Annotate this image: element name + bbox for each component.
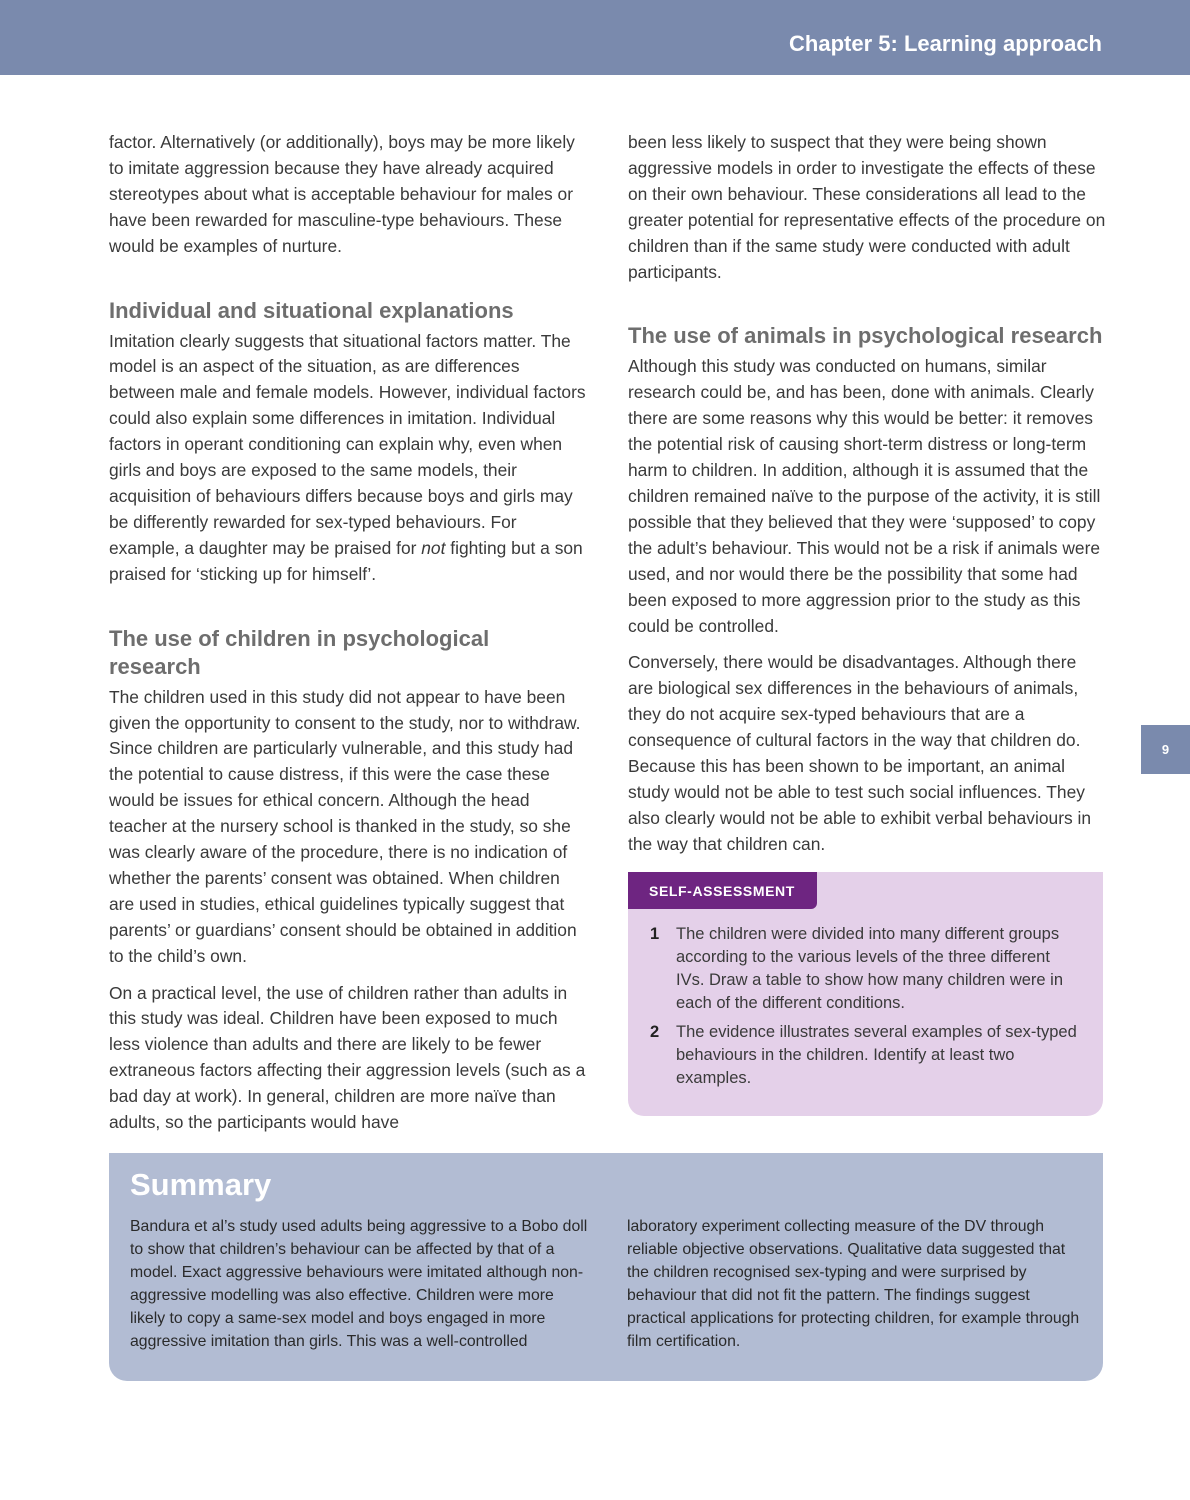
chapter-title: Chapter 5: Learning approach [789,31,1102,56]
self-assessment-item [650,923,1081,1015]
left-intro-paragraph: factor. Alternatively (or additionally), boys may be more likely to imitate aggression because they have already acquired stereotypes about what is acceptable behaviour for males or have been rewarded for masculine-type behaviours. These would be examples of nurture. [109,132,575,256]
heading-animals-research: The use of animals in psychological research [628,323,1103,349]
emphasis-not: not [421,537,446,558]
summary-title: Summary [130,1167,272,1202]
item-text: The evidence illustrates several examples of sex-typed behaviours in the children. Identify at least two examples. [676,1022,1077,1087]
self-assessment-item [650,1021,1081,1090]
heading-individual-situational: Individual and situational explanations [109,297,514,323]
right-intro-paragraph: been less likely to suspect that they were being shown aggressive models in order to investigate the effects of these on their own behaviour. These considerations all lead to the greater potential for representative effects of the procedure on children than if the same study were conducted with adult participants. [628,132,1106,282]
self-assessment-label: SELF-ASSESSMENT [628,872,817,909]
heading-children-research: The use of children in psychological research [109,625,490,679]
self-assessment-box [628,872,1103,1116]
right-column [628,130,1106,1116]
page-number-tab: 9 [1141,725,1190,774]
item-number: 2 [650,1022,660,1041]
individual-situational-paragraph: Imitation clearly suggests that situational factors matter. The model is an aspect of the situation, as are differences between male and female models. However, individual factors could also explain some differences in imitation. Individual factors in operant conditioning can explain why, even when girls and boys are exposed to the same models, their acquisition of behaviours differs because boys and girls may be differently rewarded for sex-typed behaviours. For example, a daughter may be praised for not fighting but a son praised for ‘sticking up for himself’. [109,330,586,584]
left-column [109,130,587,1147]
item-number: 1 [650,924,660,943]
children-research-paragraph-1: The children used in this study did not appear to have been given the opportunity to consent to the study, nor to withdraw. Since children are particularly vulnerable, and this study had the potential to cause distress, if this were the case these would be issues for ethical concern. Although the head teacher at the nursery school is thanked in the study, so she was clearly aware of the procedure, there is no indication of whether the parents’ consent was obtained. When children are used in studies, ethical guidelines typically suggest that parents’ or guardians’ consent should be obtained in addition to the child’s own. [109,686,581,966]
summary-left-text: Bandura et al’s study used adults being aggressive to a Bobo doll to show that children’s behaviour can be affected by that of a model. Exact aggressive behaviours were imitated although non-aggressive modelling was also effective. Children were more likely to copy a same-sex model and boys engaged in more aggressive imitation than girls. This was a well-controlled [130,1218,588,1350]
self-assessment-list [628,909,1103,1090]
summary-box [109,1153,1103,1381]
children-research-paragraph-2: On a practical level, the use of children rather than adults in this study was ideal. Children have been exposed to much less violence than adults and there are likely to be fewer extraneous factors affecting their aggression levels (such as a bad day at work). In general, children are more naïve than adults, so the participants would have [109,982,586,1133]
page-header [0,0,1190,75]
summary-right-text: laboratory experiment collecting measure of the DV through reliable objective observations. Qualitative data suggested that the children recognised sex-typing and were surprised by behaviour that did not fit the pattern. The findings suggest practical applications for protecting children, for example through film certification. [627,1218,1080,1350]
animals-research-paragraph-2: Conversely, there would be disadvantages. Although there are biological sex differences in the behaviours of animals, they do not acquire sex-typed behaviours that are a consequence of cultural factors in the way that children do. Because this has been shown to be important, an animal study would not be able to test such social influences. They also clearly would not be able to exhibit verbal behaviours in the way that children can. [628,652,1092,854]
animals-research-paragraph-1: Although this study was conducted on humans, similar research could be, and has been, done with animals. Clearly there are some reasons why this would be better: it removes the potential risk of causing short-term distress or long-term harm to children. In addition, although it is assumed that the children remained naïve to the purpose of the activity, it is still possible that they believed that they were ‘supposed’ to copy the adult’s behaviour. This would not be a risk if animals were used, and nor would there be the possibility that some had been exposed to more aggression prior to the study as this could be controlled. [628,356,1101,636]
item-text: The children were divided into many different groups according to the various levels of the three different IVs. Draw a table to show how many children were in each of the different conditions. [676,924,1064,1012]
